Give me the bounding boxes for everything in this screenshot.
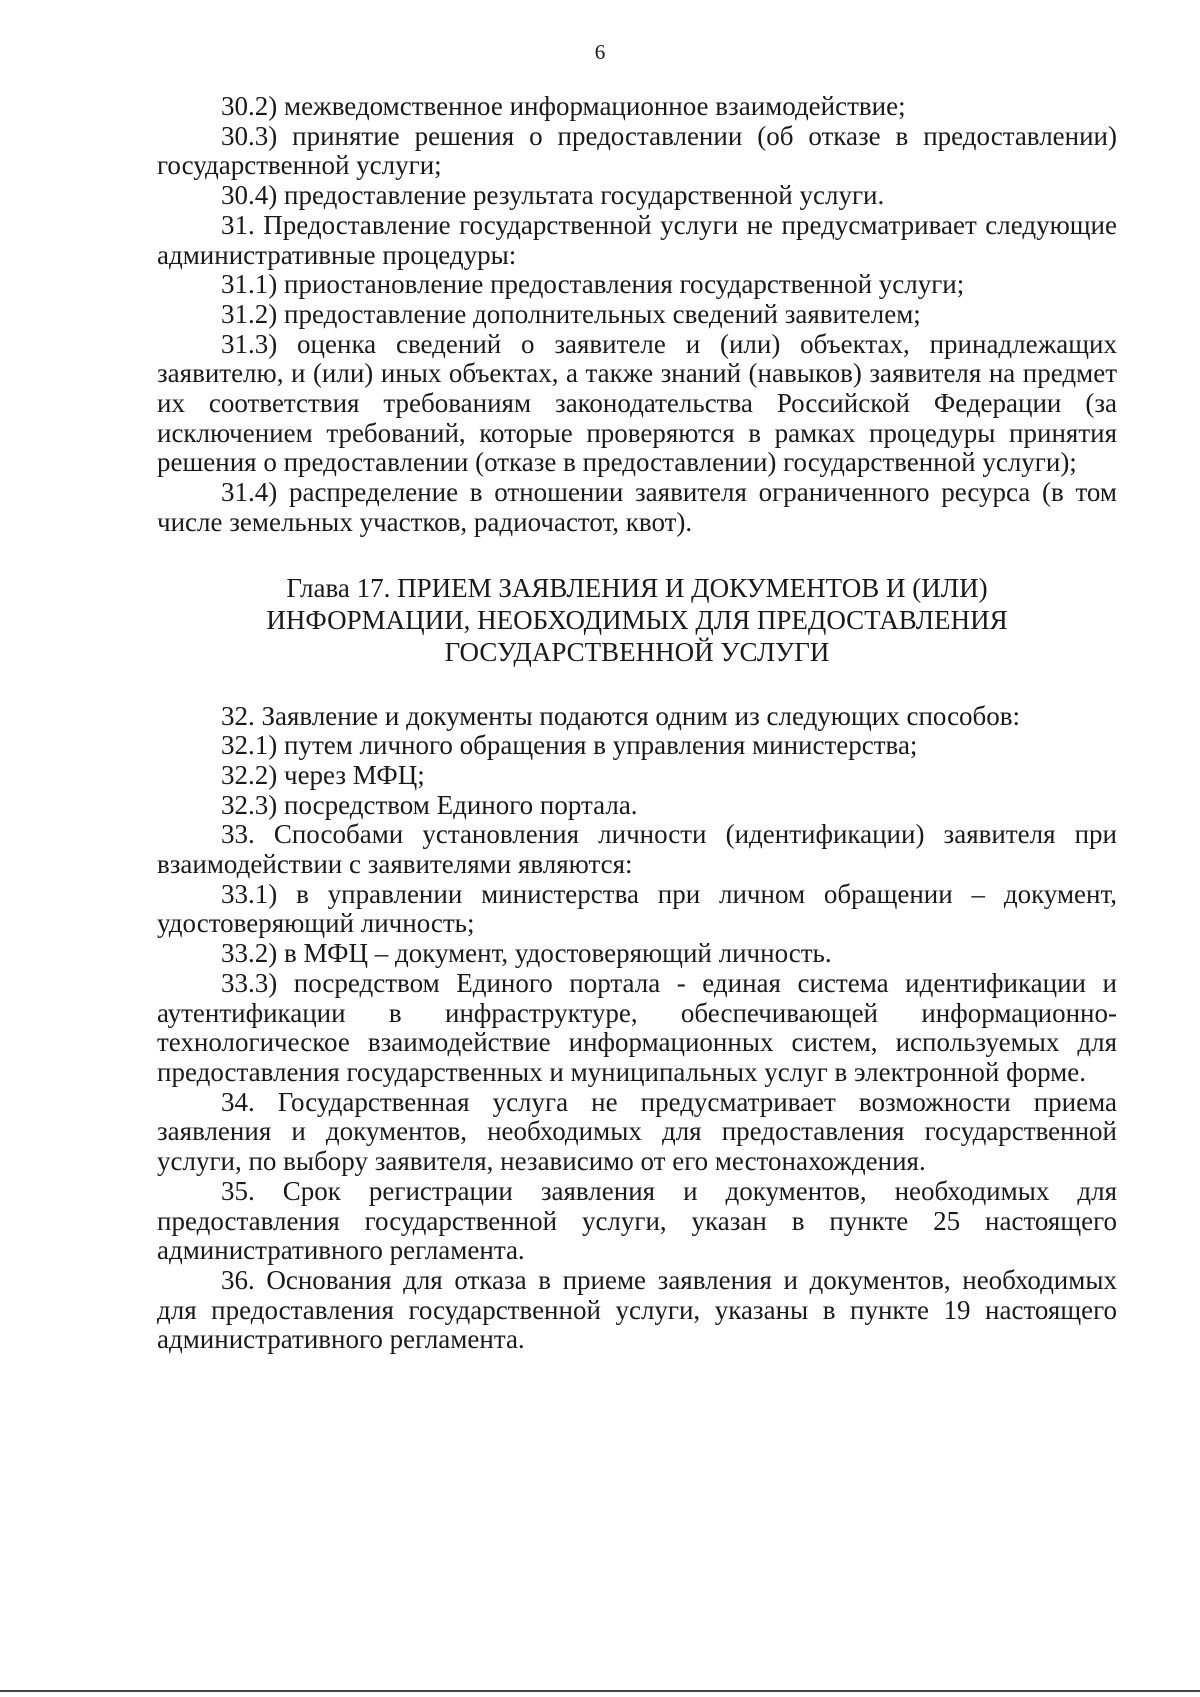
- paragraph-33-2: 33.2) в МФЦ – документ, удостоверяющий личность.: [221, 938, 832, 969]
- paragraph-32: 32. Заявление и документы подаются одним из следующих способов:: [221, 700, 1021, 731]
- chapter-heading-line-1: Глава 17. ПРИЕМ ЗАЯВЛЕНИЯ И ДОКУМЕНТОВ И (ИЛИ): [286, 572, 988, 603]
- scan-bottom-edge: [0, 1690, 1200, 1692]
- paragraph-32-3: 32.3) посредством Единого портала.: [221, 789, 638, 820]
- page-number: 6: [594, 40, 606, 64]
- paragraph-30-3: 30.3) принятие решения о предоставлении (об отказе в предоставлении) государственной услуги;: [157, 120, 1117, 181]
- paragraph-34: 34. Государственная услуга не предусматривает возможности приема заявления и документов, необходимых для предоставления государственной услуги, по выбору заявителя, независимо от его местонахождения.: [157, 1086, 1117, 1177]
- paragraph-33-3: 33.3) посредством Единого портала - единая система идентификации и аутентификации в инфраструктуре, обеспечивающей информационно-технологическое взаимодействие информационных систем, используемых для предоставления государственных и муниципальных услуг в электронной форме.: [157, 967, 1117, 1087]
- chapter-heading: [157, 572, 1117, 668]
- paragraph-33-1: 33.1) в управлении министерства при личном обращении – документ, удостоверяющий личность;: [157, 878, 1117, 939]
- document-body: [157, 92, 1117, 1355]
- paragraph-32-1: 32.1) путем личного обращения в управления министерства;: [221, 730, 918, 761]
- paragraph-30-4: 30.4) предоставление результата государственной услуги.: [221, 180, 885, 211]
- paragraph-30-2: 30.2) межведомственное информационное взаимодействие;: [221, 91, 906, 121]
- paragraph-33: 33. Способами установления личности (идентификации) заявителя при взаимодействии с заявителями являются:: [157, 819, 1117, 880]
- paragraph-36: 36. Основания для отказа в приеме заявления и документов, необходимых для предоставления государственной услуги, указаны в пункте 19 настоящего административного регламента.: [157, 1264, 1117, 1355]
- chapter-heading-line-3: ГОСУДАРСТВЕННОЙ УСЛУГИ: [444, 636, 830, 667]
- paragraph-31-4: 31.4) распределение в отношении заявителя ограниченного ресурса (в том числе земельных участков, радиочастот, квот).: [157, 477, 1117, 537]
- paragraph-31-3: 31.3) оценка сведений о заявителе и (или) объектах, принадлежащих заявителю, и (или) иных объектах, а также знаний (навыков) заявителя на предмет их соответствия требованиям законодательства Российской Федерации (за исключением требований, которые проверяются в рамках процедуры принятия решения о предоставлении (отказе в предоставлении) государственной услуги);: [157, 328, 1117, 478]
- chapter-heading-line-2: ИНФОРМАЦИИ, НЕОБХОДИМЫХ ДЛЯ ПРЕДОСТАВЛЕНИЯ: [266, 604, 1008, 635]
- paragraph-31: 31. Предоставление государственной услуги не предусматривает следующие административные процедуры:: [157, 209, 1117, 270]
- paragraph-32-2: 32.2) через МФЦ;: [221, 759, 425, 790]
- paragraph-31-1: 31.1) приостановление предоставления государственной услуги;: [221, 269, 965, 300]
- paragraph-31-2: 31.2) предоставление дополнительных сведений заявителем;: [221, 298, 921, 329]
- paragraph-35: 35. Срок регистрации заявления и документов, необходимых для предоставления государственной услуги, указан в пункте 25 настоящего административного регламента.: [157, 1175, 1117, 1266]
